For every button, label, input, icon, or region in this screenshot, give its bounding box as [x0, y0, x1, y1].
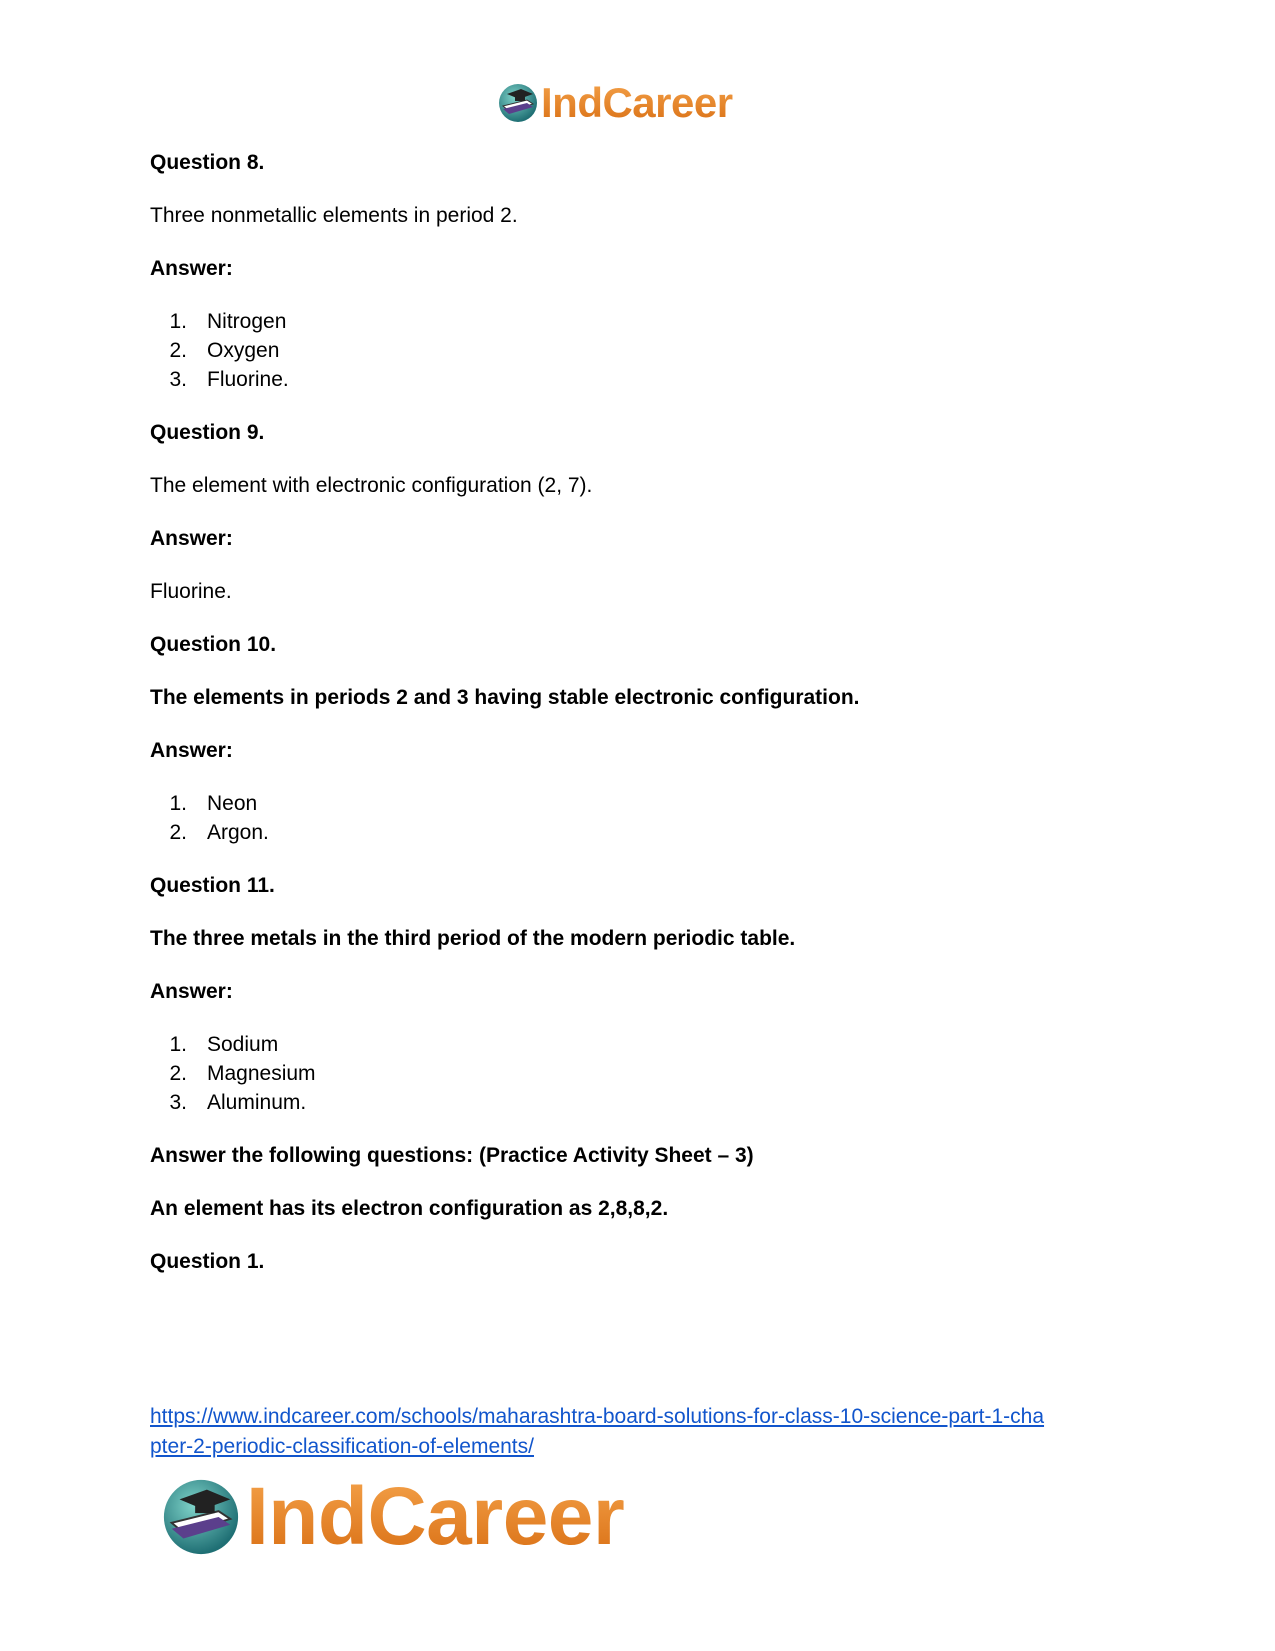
logo-wordmark: IndCareer: [246, 1471, 625, 1562]
section-intro: An element has its electron configuration as 2,8,8,2.: [150, 1197, 669, 1220]
question-9-text: The element with electronic configuration (2, 7).: [150, 474, 593, 497]
question-11-title: Question 11.: [150, 874, 275, 897]
question-1-title: Question 1.: [150, 1250, 265, 1273]
question-8-text: Three nonmetallic elements in period 2.: [150, 204, 518, 227]
source-link[interactable]: [150, 1402, 1140, 1462]
question-9-title: Question 9.: [150, 421, 265, 444]
globe-book-icon: [497, 82, 539, 124]
list-item: 1. Neon: [169, 792, 258, 815]
header-logo: [497, 80, 733, 126]
list-item: 3. Aluminum.: [169, 1091, 307, 1114]
list-item: 1. Sodium: [169, 1033, 279, 1056]
source-link-line1[interactable]: https://www.indcareer.com/schools/maharashtra-board-solutions-for-class-10-science-part-1-cha: [150, 1405, 1045, 1428]
question-8-title: Question 8.: [150, 151, 265, 174]
question-10-text: The elements in periods 2 and 3 having stable electronic configuration.: [150, 686, 860, 709]
question-11-text: The three metals in the third period of the modern periodic table.: [150, 927, 796, 950]
list-item: 2. Magnesium: [169, 1062, 316, 1085]
source-link-line2[interactable]: pter-2-periodic-classification-of-elements/: [150, 1435, 534, 1458]
globe-book-icon: [160, 1476, 242, 1558]
footer-logo: [160, 1471, 625, 1562]
question-10-answer-label: Answer:: [150, 739, 233, 762]
section-title: Answer the following questions: (Practice Activity Sheet – 3): [150, 1144, 754, 1167]
question-10-title: Question 10.: [150, 633, 277, 656]
logo-wordmark: IndCareer: [541, 79, 733, 126]
question-9-answer-label: Answer:: [150, 527, 233, 550]
question-11-answer-label: Answer:: [150, 980, 233, 1003]
question-9-answer: Fluorine.: [150, 580, 232, 603]
question-8-answer-label: Answer:: [150, 257, 233, 280]
list-item: 2. Oxygen: [169, 339, 280, 362]
list-item: 3. Fluorine.: [169, 368, 289, 391]
list-item: 2. Argon.: [169, 821, 269, 844]
list-item: 1. Nitrogen: [169, 310, 287, 333]
